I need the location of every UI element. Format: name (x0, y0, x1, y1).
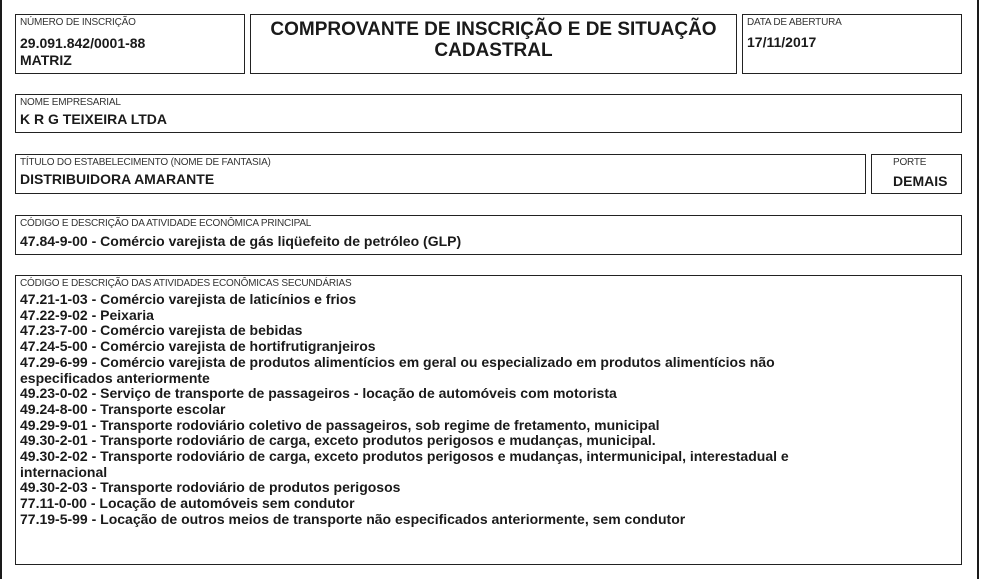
nome-empresarial-label: NOME EMPRESARIAL (20, 97, 121, 108)
porte-box (871, 154, 962, 194)
titulo-estabelecimento-value: DISTRIBUIDORA AMARANTE (20, 171, 215, 187)
atividade-principal-value: 47.84-9-00 - Comércio varejista de gás liqüefeito de petróleo (GLP) (20, 233, 462, 249)
document-title (251, 19, 736, 61)
nome-empresarial-box (15, 94, 962, 133)
document-title-line1: COMPROVANTE DE INSCRIÇÃO E DE SITUAÇÃO (270, 19, 717, 40)
porte-label: PORTE (893, 157, 927, 168)
list-item: 49.24-8-00 - Transporte escolar (20, 400, 226, 417)
data-abertura-label: DATA DE ABERTURA (747, 17, 842, 28)
atividades-secundarias-label: CÓDIGO E DESCRIÇÃO DAS ATIVIDADES ECONÔMICAS SECUNDÁRIAS (20, 278, 352, 289)
titulo-estabelecimento-box (15, 154, 866, 194)
list-item: 77.11-0-00 - Locação de automóveis sem condutor (20, 495, 355, 512)
list-item: 49.23-0-02 - Serviço de transporte de passageiros - locação de automóveis com motorista (20, 385, 617, 402)
data-abertura-value: 17/11/2017 (747, 34, 817, 50)
atividade-principal-box (15, 215, 962, 255)
titulo-estabelecimento-label: TÍTULO DO ESTABELECIMENTO (NOME DE FANTASIA) (20, 157, 271, 168)
list-item: 47.23-7-00 - Comércio varejista de bebidas (20, 322, 303, 339)
list-item: 47.21-1-03 - Comércio varejista de laticínios e frios (20, 291, 357, 307)
list-item: 49.30-2-02 - Transporte rodoviário de carga, exceto produtos perigosos e mudanças, intermunicipal, interestadual e (20, 448, 789, 465)
data-abertura-box (742, 14, 962, 74)
title-box (250, 14, 737, 74)
list-item: 47.29-6-99 - Comércio varejista de produtos alimentícios em geral ou especializado em produtos alimentícios não (20, 353, 775, 370)
porte-value: DEMAIS (893, 173, 948, 189)
list-item: 49.30-2-03 - Transporte rodoviário de produtos perigosos (20, 479, 401, 496)
atividade-principal-label: CÓDIGO E DESCRIÇÃO DA ATIVIDADE ECONÔMICA PRINCIPAL (20, 218, 312, 229)
list-item: 77.19-5-99 - Locação de outros meios de transporte não especificados anteriormente, sem condutor (20, 510, 686, 527)
numero-inscricao-label: NÚMERO DE INSCRIÇÃO (20, 17, 136, 28)
list-item: internacional (20, 463, 108, 480)
list-item: 47.22-9-02 - Peixaria (20, 306, 154, 323)
numero-inscricao-value: 29.091.842/0001-88 (20, 35, 146, 51)
document-title-line2: CADASTRAL (434, 40, 553, 61)
tipo-estabelecimento: MATRIZ (20, 52, 72, 68)
list-item: 49.29-9-01 - Transporte rodoviário coletivo de passageiros, sob regime de fretamento, municipal (20, 416, 660, 433)
list-item: 47.24-5-00 - Comércio varejista de hortifrutigranjeiros (20, 338, 376, 355)
frame-left-border (0, 0, 2, 579)
frame-right-border (977, 0, 979, 579)
list-item: especificados anteriormente (20, 369, 210, 386)
list-item: 49.30-2-01 - Transporte rodoviário de carga, exceto produtos perigosos e mudanças, municipal. (20, 432, 656, 449)
numero-inscricao-box (15, 14, 245, 74)
nome-empresarial-value: K R G TEIXEIRA LTDA (20, 111, 167, 127)
atividades-secundarias-box (15, 275, 962, 565)
atividades-secundarias-list (20, 292, 789, 528)
